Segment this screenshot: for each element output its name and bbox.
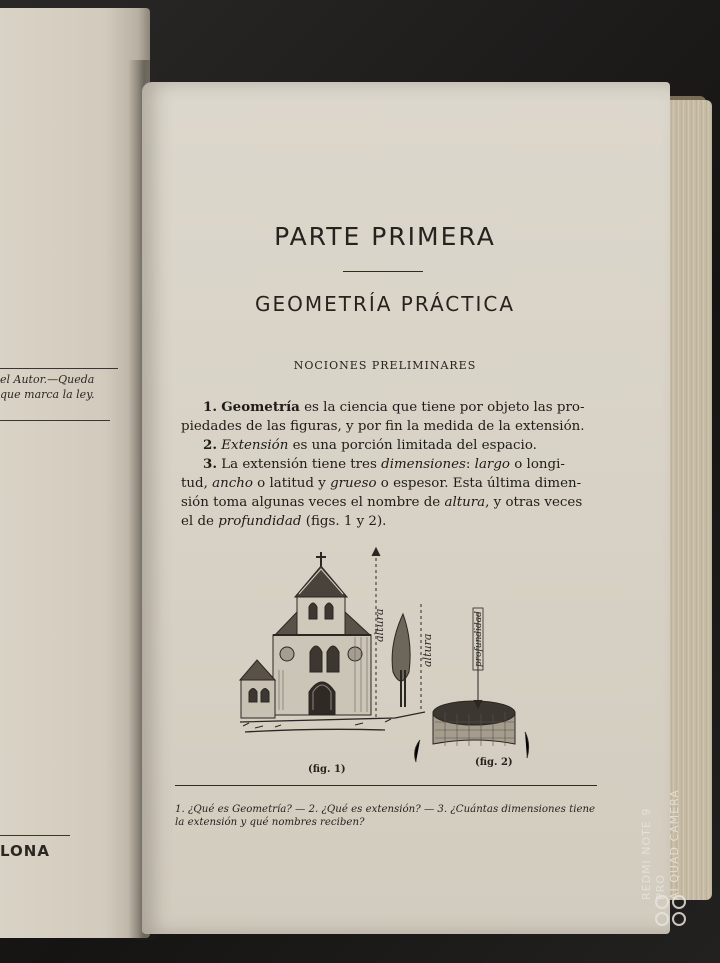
left-page-rule-bottom (0, 835, 70, 836)
item-term: grueso (330, 476, 377, 491)
dimensions-illustration (235, 542, 535, 767)
item-term: profundidad (218, 514, 302, 529)
well-drawing (415, 701, 529, 762)
tree-drawing (392, 614, 410, 707)
left-snippet-line-1: el Autor.—Queda (0, 373, 95, 386)
left-page-snippet (0, 372, 120, 402)
paragraph-3 (181, 455, 591, 531)
item-term: altura (444, 495, 486, 510)
left-page-bottom-snippet: LONA (0, 842, 50, 860)
profundidad-label: profundidad (474, 611, 484, 667)
item-text: o longi- (509, 457, 565, 472)
item-text: sión toma algunas veces el nombre de (181, 495, 441, 510)
footnote (175, 803, 605, 829)
profundidad-marker (473, 608, 484, 708)
altura-label-1: altura (373, 608, 386, 642)
figure-2-caption: (fig. 2) (475, 757, 513, 768)
watermark-line-2: AI QUAD CAMERA (668, 789, 681, 900)
item-text: o latitud y (252, 476, 326, 491)
left-page-rule-top (0, 368, 118, 369)
item-number: 3. (203, 456, 217, 472)
watermark-line-1: REDMI NOTE 9 PRO (640, 807, 667, 900)
item-term: dimensiones (381, 457, 466, 472)
camera-watermark (640, 780, 681, 900)
part-title: PARTE PRIMERA (274, 222, 496, 251)
item-text: : (465, 457, 475, 472)
item-text: (figs. 1 y 2). (301, 514, 387, 529)
item-text: La extensión tiene tres (221, 457, 377, 472)
paragraph-1 (181, 398, 591, 436)
left-page-rule-mid (0, 420, 110, 421)
left-snippet-line-2: que marca la ley. (0, 388, 95, 401)
subsection-heading: NOCIONES PRELIMINARES (293, 359, 477, 372)
footnote-divider (175, 785, 597, 786)
item-term: Geometría (221, 399, 300, 415)
altura-label-2: altura (421, 633, 434, 667)
section-title: GEOMETRÍA PRÁCTICA (254, 292, 516, 316)
item-text: piedades de las figuras, y por fin la medida de la extensión. (181, 419, 585, 434)
item-number: 2. (203, 437, 217, 453)
footnote-line-2: la extensión y qué nombres reciben? (175, 817, 365, 828)
item-text: el de (181, 514, 214, 529)
item-term: Extensión (221, 438, 289, 453)
figure-1-caption: (fig. 1) (308, 764, 346, 775)
altura-marker-2 (421, 604, 434, 710)
item-text: es la ciencia que tiene por objeto las pro- (304, 400, 585, 415)
paragraph-2 (181, 436, 591, 455)
item-text: es una porción limitada del espacio. (292, 438, 537, 453)
camera-lens-icon (651, 890, 691, 930)
footnote-line-1: 1. ¿Qué es Geometría? — 2. ¿Qué es extensión? — 3. ¿Cuántas dimensiones tiene (175, 804, 596, 815)
item-number: 1. (203, 399, 217, 415)
title-divider (343, 271, 423, 272)
item-term: largo (474, 457, 510, 472)
altura-marker-1 (372, 548, 386, 718)
item-text: tud, (181, 476, 208, 491)
item-text: , y otras veces (485, 495, 583, 510)
item-text: o espesor. Esta última dimen- (376, 476, 582, 491)
item-term: ancho (212, 476, 253, 491)
